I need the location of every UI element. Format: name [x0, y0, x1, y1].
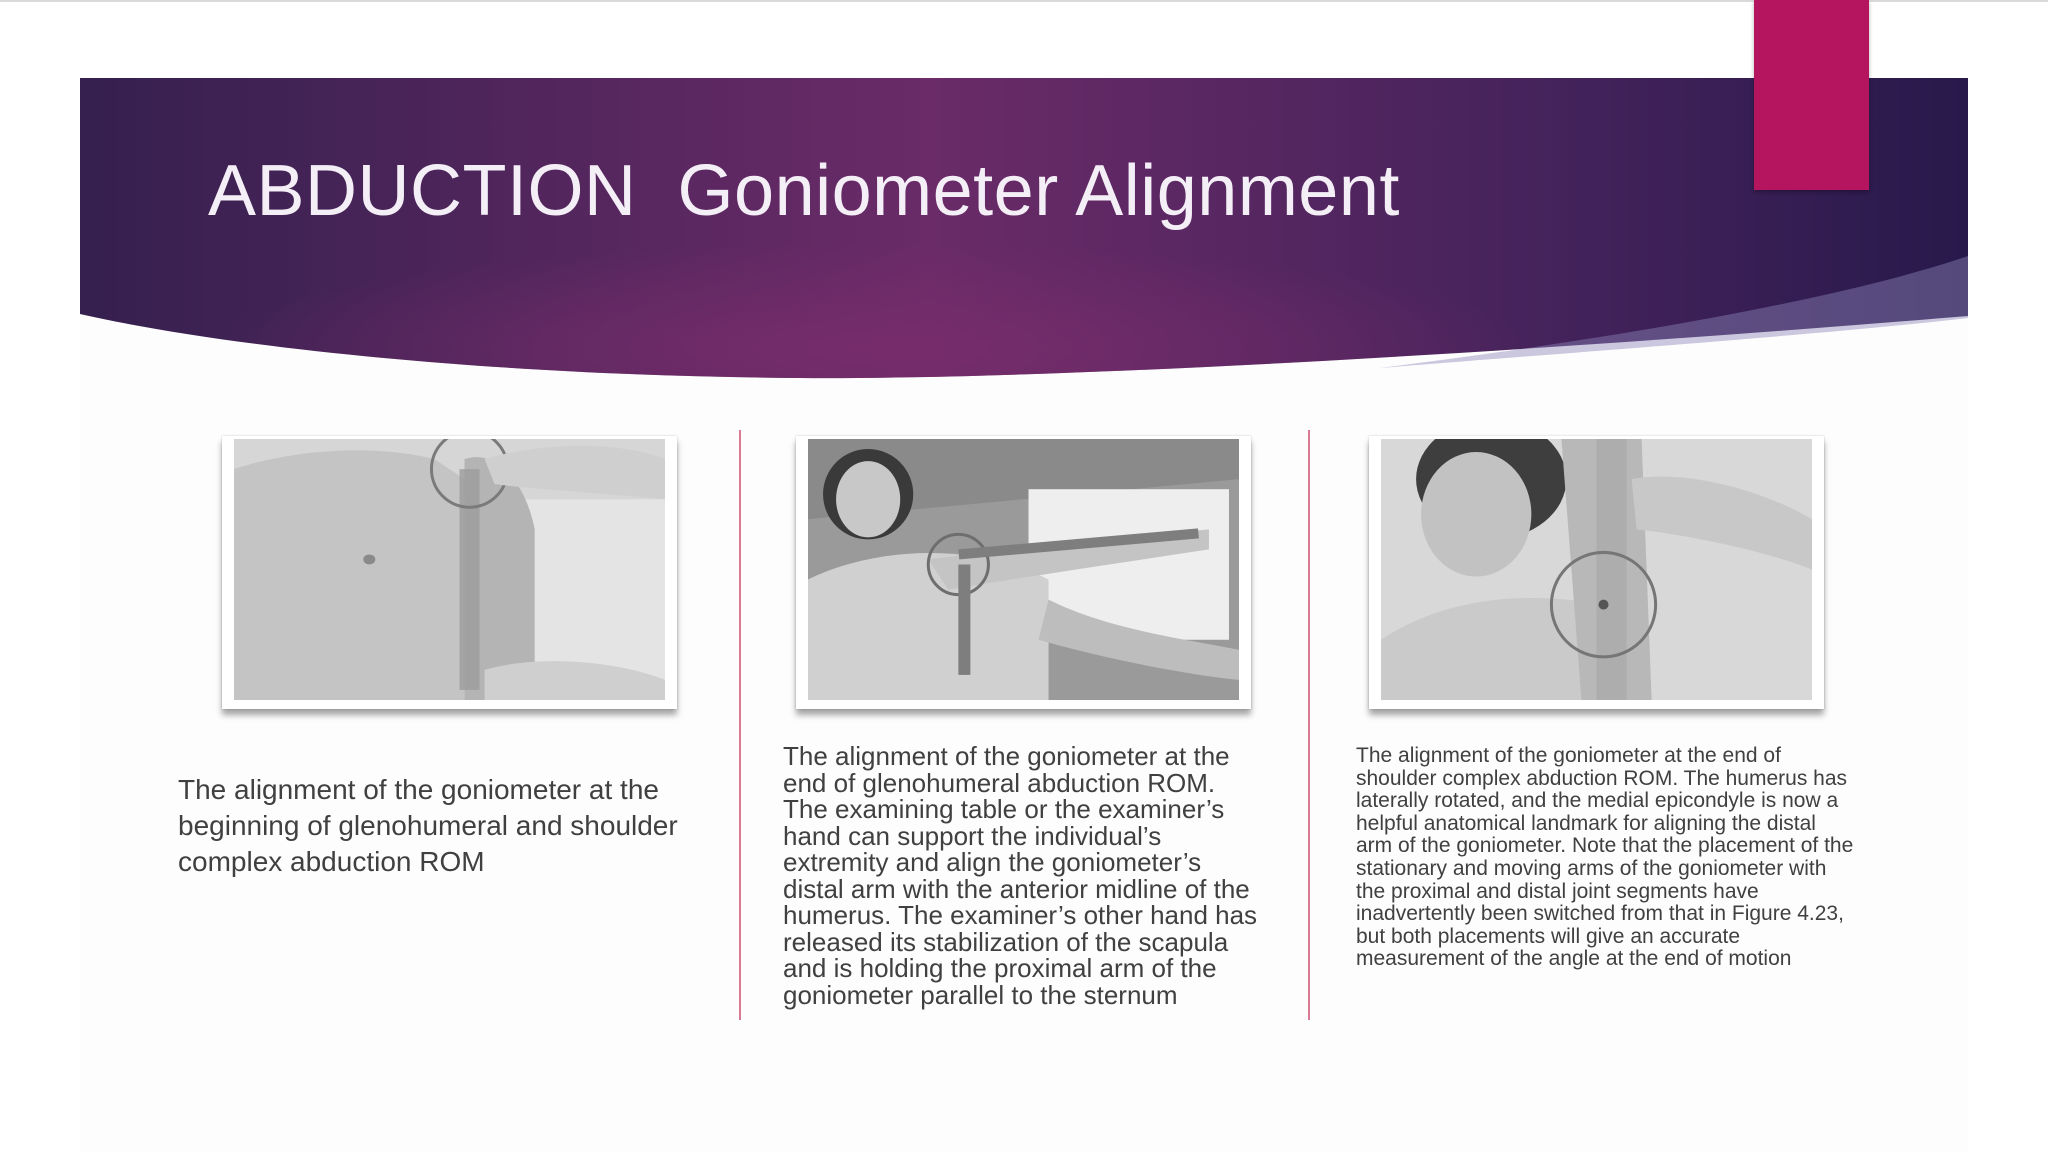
photo-frame-1 [222, 436, 677, 709]
caption-1: The alignment of the goniometer at the beginning of glenohumeral and shoulder complex abduction ROM [178, 774, 678, 877]
column-divider-1 [739, 430, 741, 1020]
photo-shoulder-abduction-start [234, 439, 665, 700]
slide-title: ABDUCTION Goniometer Alignment [208, 151, 1400, 231]
caption-2: The alignment of the goniometer at the end of glenohumeral abduction ROM. The examining table or the examiner’s hand can support the individual’s extremity and align the goniometer’s distal arm with the anterior midline of the humerus. The examiner’s other hand has released its stabilization of the scapula and is holding the proximal arm of the goniometer parallel to the sternum [783, 741, 1258, 1010]
accent-tab [1754, 0, 1869, 190]
top-rule [0, 0, 2048, 2]
photo-frame-3 [1369, 436, 1824, 709]
photo-frame-2 [796, 436, 1251, 709]
photo-shoulder-complex-abduction-end [1381, 439, 1812, 700]
photo-glenohumeral-abduction-end [808, 439, 1239, 700]
column-divider-2 [1308, 430, 1310, 1020]
caption-3: The alignment of the goniometer at the end of shoulder complex abduction ROM. The humerus has laterally rotated, and the medial epicondyle is now a helpful anatomical landmark for aligning the distal arm of the goniometer. Note that the placement of the stationary and moving arms of the goniometer with the proximal and distal joint segments have inadvertently been switched from that in Figure 4.23, but both placements will give an accurate measurement of the angle at the end of motion [1356, 744, 1854, 971]
